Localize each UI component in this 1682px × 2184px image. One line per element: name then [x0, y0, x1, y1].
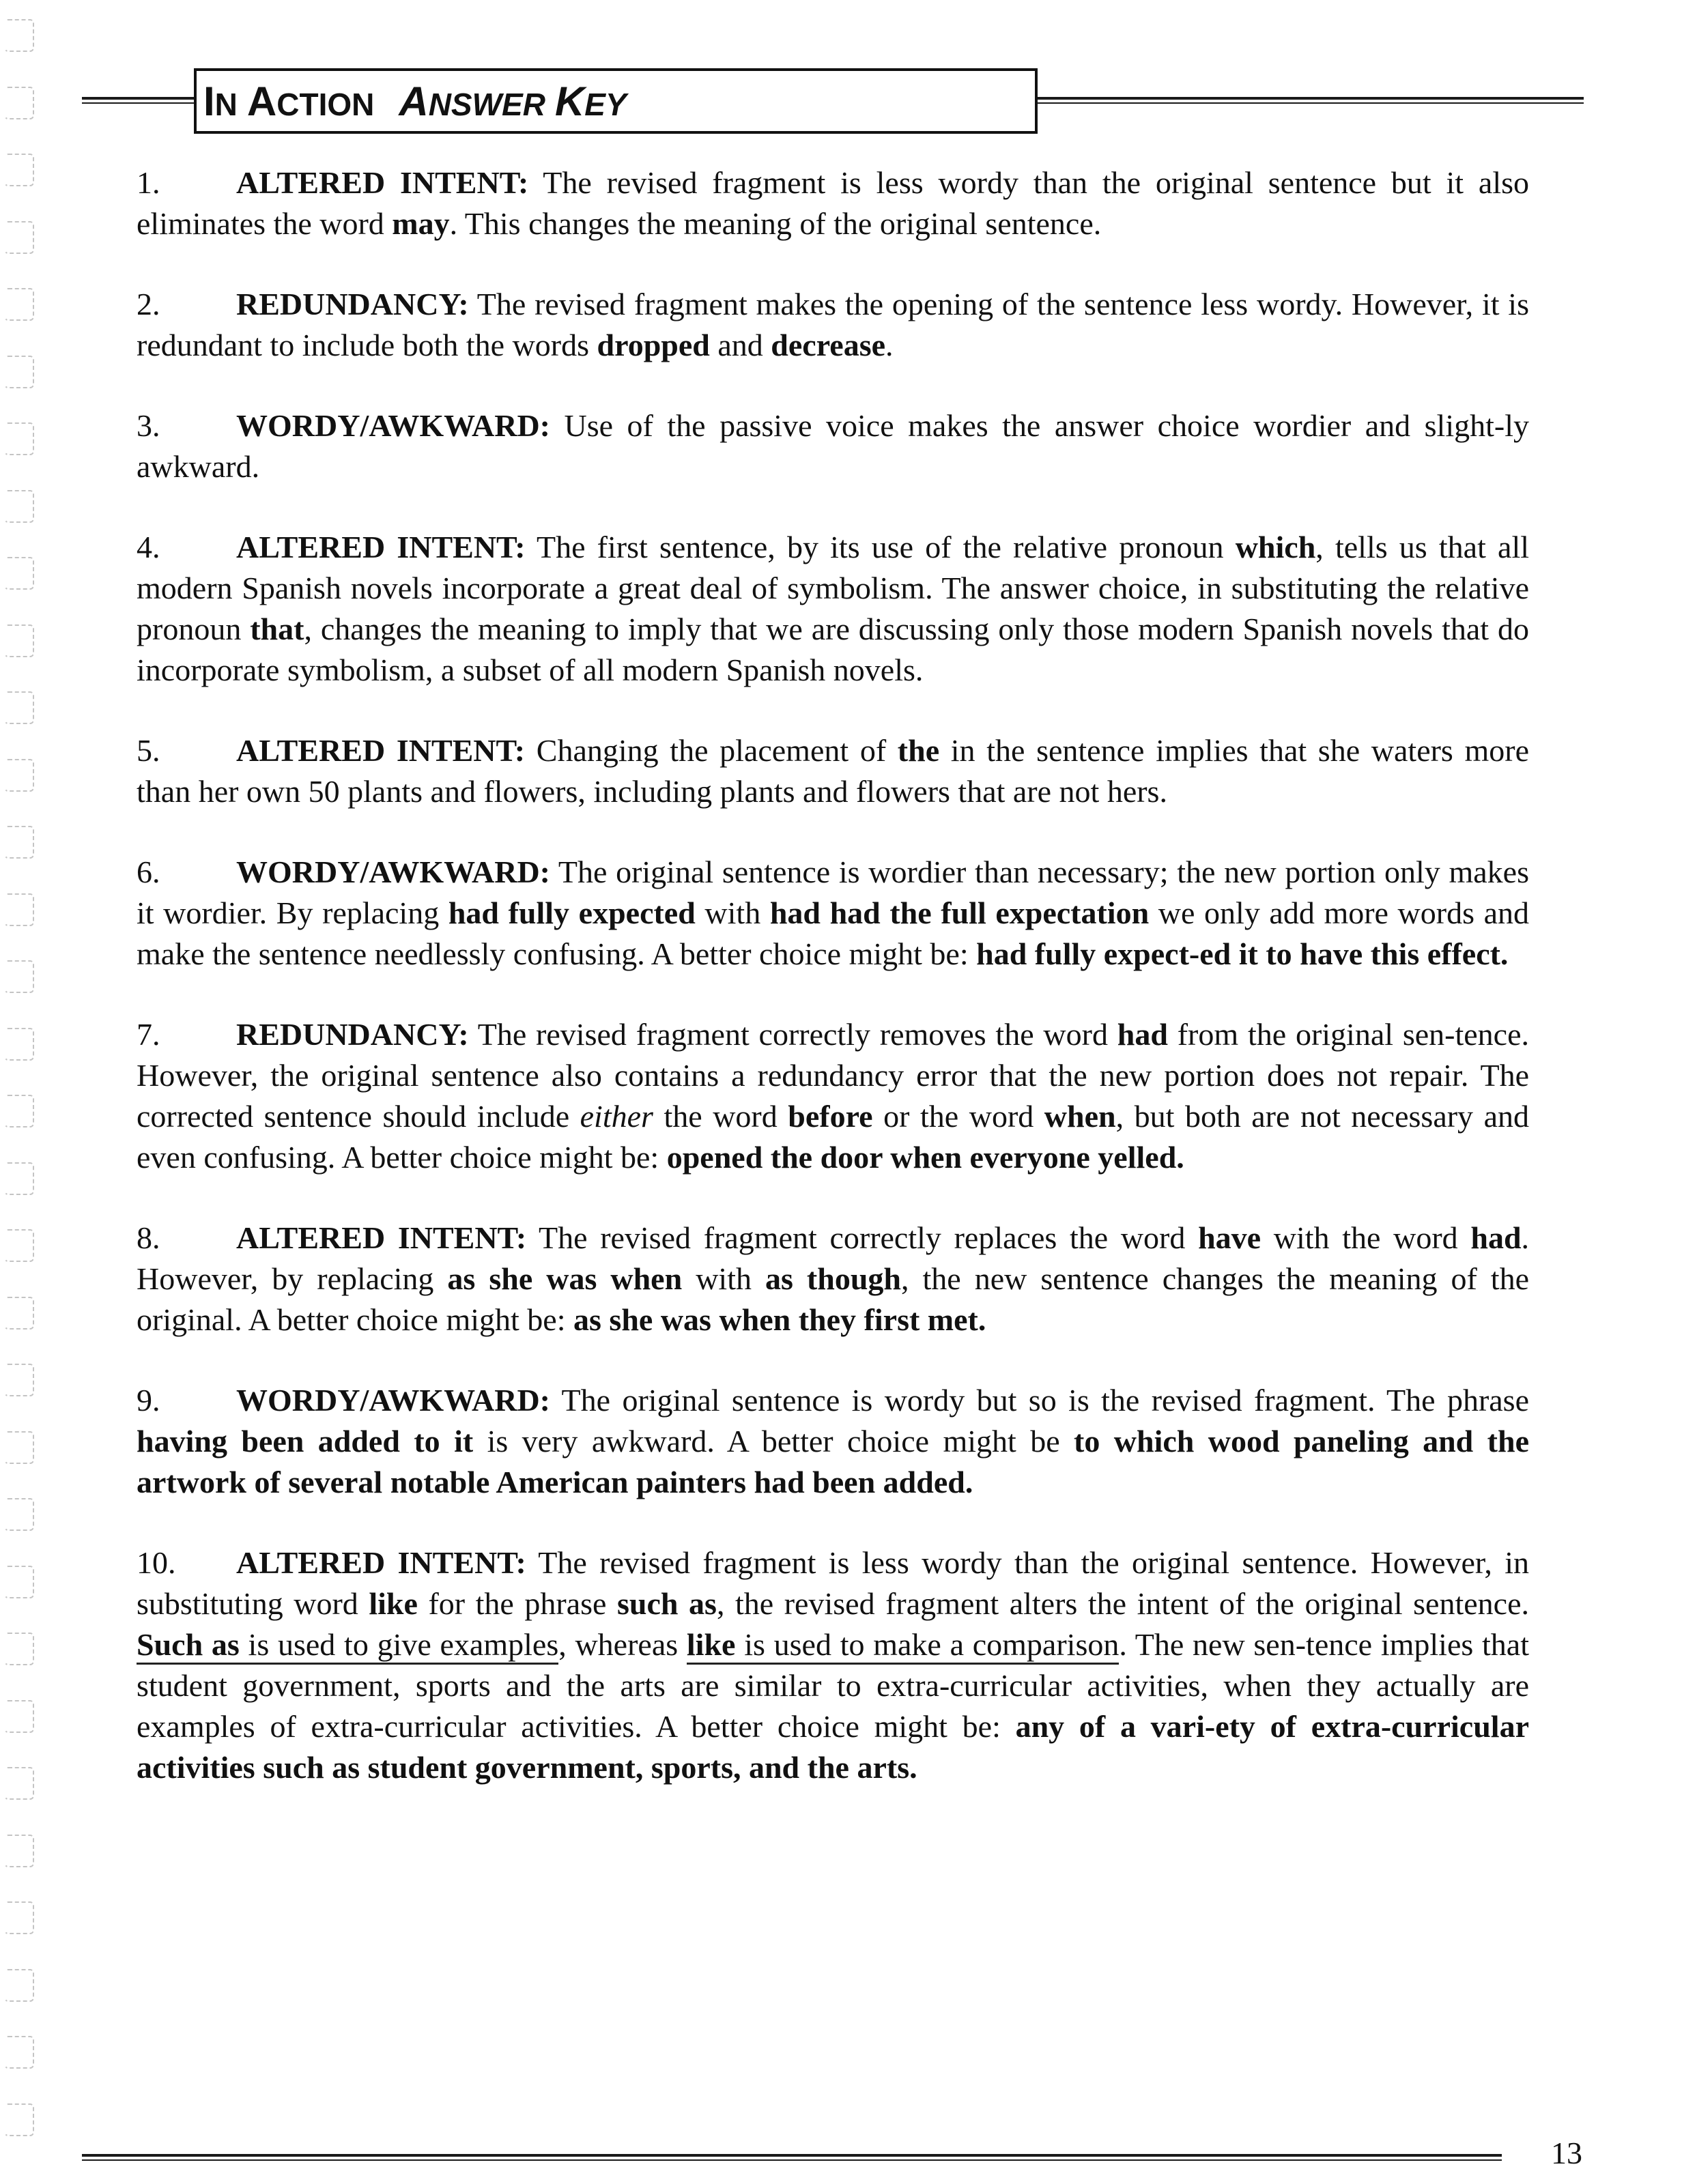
answer-text: is used to give examples	[240, 1627, 558, 1665]
answer-text: The original sentence is wordy but so is the revised fragment. The phrase	[550, 1383, 1529, 1418]
answer-bold-text: REDUNDANCY:	[236, 1017, 469, 1052]
binding-hole	[4, 490, 34, 523]
answer-number: 6.	[137, 854, 160, 889]
answer-item	[137, 1380, 1529, 1503]
answer-text: with	[682, 1261, 765, 1296]
answer-bold-text: as she was when	[447, 1261, 683, 1296]
answer-bold-text: which	[1235, 530, 1316, 564]
answer-bold-text: as she was when they first met.	[573, 1302, 986, 1337]
answer-bold-text: ALTERED INTENT:	[236, 1545, 526, 1580]
answer-text: Changing the placement of	[525, 733, 898, 768]
answer-bold-text: any of a vari-ety of extra-curricular activities such as student government, sports, and the arts.	[137, 1709, 1529, 1785]
answer-bold-text: ALTERED INTENT:	[236, 530, 526, 564]
answer-text: . The new sen-tence implies that student government, sports and the arts are similar to extra-curricular activities, when they actually are examples of extra-curricular activities. A better choice might be:	[137, 1627, 1529, 1744]
answer-bold-text: dropped	[597, 328, 710, 362]
answer-bold-text: that	[250, 612, 304, 646]
answer-text: The revised fragment correctly removes the word	[468, 1017, 1117, 1052]
header-rule-left	[82, 97, 197, 104]
binding-hole	[4, 356, 34, 388]
answer-number: 8.	[137, 1220, 160, 1255]
binding-hole	[4, 1431, 34, 1464]
header-rule-right	[1038, 97, 1584, 104]
binding-hole	[4, 893, 34, 926]
answer-bold-text: had fully expect-ed it to have this effect.	[976, 936, 1509, 971]
title-word-1: IN	[203, 78, 238, 124]
answer-item	[137, 162, 1529, 244]
page-number: 13	[1551, 2136, 1582, 2170]
binding-hole	[4, 1767, 34, 1800]
title-word-4: KEY	[554, 78, 627, 124]
answer-text: .	[885, 328, 894, 362]
answer-bold-text: may	[392, 206, 450, 241]
answer-item	[137, 1218, 1529, 1340]
answer-text: for the phrase	[417, 1586, 617, 1621]
answer-item	[137, 1014, 1529, 1178]
binding-hole	[4, 1229, 34, 1262]
answer-number: 1.	[137, 165, 160, 200]
binding-hole	[4, 2036, 34, 2069]
answer-text: is very awkward. A better choice might be	[473, 1424, 1074, 1459]
binding-hole	[4, 1028, 34, 1061]
answer-bold-text: WORDY/AWKWARD:	[236, 1383, 550, 1418]
binding-hole	[4, 759, 34, 792]
answer-text: with the word	[1261, 1220, 1471, 1255]
section-title	[194, 68, 1038, 134]
binding-hole	[4, 1700, 34, 1733]
binding-hole	[4, 691, 34, 724]
answer-text: Use of the passive voice makes the answer choice wordier and slight-ly awkward.	[137, 408, 1529, 484]
answer-bold-text: had had the full expectation	[769, 895, 1150, 930]
answer-number: 4.	[137, 530, 160, 564]
answer-text: and	[709, 328, 771, 362]
answer-text: , tells us that all modern Spanish novels incorporate a great deal of symbolism. The answer choice, in substituting the relative pronoun	[137, 530, 1530, 646]
binding-hole	[4, 2103, 34, 2136]
answer-text: , changes the meaning to imply that we are discussing only those modern Spanish novels that do incorporate symbolism, a subset of all modern Spanish novels.	[137, 612, 1529, 687]
answer-text: the word	[653, 1099, 788, 1134]
answer-item	[137, 1542, 1529, 1788]
binding-holes	[0, 0, 41, 2184]
answer-text: . However, by replacing	[137, 1220, 1530, 1296]
answer-text: , the revised fragment alters the intent of the original sentence.	[716, 1586, 1529, 1621]
answer-bold-text: had	[1470, 1220, 1522, 1255]
binding-hole	[4, 422, 34, 455]
binding-hole	[4, 1835, 34, 1867]
answer-bold-text: like	[369, 1586, 418, 1621]
answer-bold-text: have	[1198, 1220, 1262, 1255]
binding-hole	[4, 1566, 34, 1598]
binding-hole	[4, 288, 34, 321]
answer-text: in the sentence implies that she waters more than her own 50 plants and flowers, including plants and flowers that are not hers.	[137, 733, 1529, 809]
answer-bold-text: ALTERED INTENT:	[236, 165, 529, 200]
answer-text: , the new sentence changes the meaning of the original. A better choice might be:	[137, 1261, 1530, 1337]
binding-hole	[4, 624, 34, 657]
answer-bold-text: WORDY/AWKWARD:	[236, 408, 550, 443]
answer-bold-text: had fully expected	[448, 895, 696, 930]
answer-bold-text: as though	[765, 1261, 901, 1296]
answer-text: is used to make a comparison	[735, 1627, 1119, 1665]
answer-bold-text: had	[1117, 1017, 1168, 1052]
answer-text: or the word	[872, 1099, 1044, 1134]
answer-bold-text: ALTERED INTENT:	[236, 1220, 527, 1255]
binding-hole	[4, 1162, 34, 1195]
answer-text: The original sentence is wordier than necessary; the new portion only makes it wordier. By replacing	[137, 854, 1529, 930]
answer-bold-text: REDUNDANCY:	[236, 287, 469, 321]
title-word-2: ACTION	[246, 78, 375, 124]
answer-text: from the original sen-tence. However, the original sentence also contains a redundancy error that the new portion does not repair. The corrected sentence should include	[137, 1017, 1529, 1134]
binding-hole	[4, 1969, 34, 2002]
binding-hole	[4, 87, 34, 119]
answer-text: , but both are not necessary and even confusing. A better choice might be:	[137, 1099, 1529, 1175]
answer-text: . This changes the meaning of the original sentence.	[449, 206, 1102, 241]
answer-bold-text: when	[1044, 1099, 1116, 1134]
answer-bold-text: having been added to it	[137, 1424, 474, 1459]
binding-hole	[4, 19, 34, 52]
answer-item	[137, 405, 1529, 487]
answer-bold-text: such as	[617, 1586, 717, 1621]
answer-item	[137, 852, 1529, 975]
answer-list	[137, 162, 1529, 1828]
binding-hole	[4, 960, 34, 993]
answer-bold-text: the	[897, 733, 940, 768]
binding-hole	[4, 221, 34, 254]
binding-hole	[4, 1633, 34, 1665]
answer-number: 3.	[137, 408, 160, 443]
answer-text: we only add more words and make the sentence needlessly confusing. A better choice might be:	[137, 895, 1530, 971]
answer-text: either	[580, 1099, 653, 1134]
answer-text: , whereas	[558, 1627, 687, 1662]
answer-number: 9.	[137, 1383, 160, 1418]
binding-hole	[4, 154, 34, 186]
answer-bold-text: opened the door when everyone yelled.	[666, 1140, 1184, 1175]
answer-text: The revised fragment makes the opening of the sentence less wordy. However, it is redundant to include both the words	[137, 287, 1529, 362]
binding-hole	[4, 1498, 34, 1531]
binding-hole	[4, 826, 34, 859]
answer-bold-text: before	[788, 1099, 873, 1134]
binding-hole	[4, 1364, 34, 1396]
answer-text: The revised fragment correctly replaces the word	[526, 1220, 1199, 1255]
answer-bold-text: decrease	[771, 328, 886, 362]
binding-hole	[4, 557, 34, 590]
answer-number: 7.	[137, 1017, 160, 1052]
footer-rule	[82, 2154, 1502, 2161]
answer-bold-text: to which wood paneling and the artwork of several notable American painters had been added.	[137, 1424, 1529, 1499]
answer-bold-text: Such as	[137, 1627, 240, 1665]
answer-item	[137, 284, 1529, 366]
answer-bold-text: like	[687, 1627, 736, 1665]
answer-number: 2.	[137, 287, 160, 321]
answer-number: 10.	[137, 1545, 176, 1580]
answer-text: The revised fragment is less wordy than the original sentence. However, in substituting word	[137, 1545, 1529, 1621]
answer-number: 5.	[137, 733, 160, 768]
answer-text: The first sentence, by its use of the relative pronoun	[525, 530, 1236, 564]
answer-item	[137, 730, 1529, 812]
title-word-3: ANSWER	[399, 78, 545, 124]
answer-text: with	[695, 895, 770, 930]
answer-text: The revised fragment is less wordy than the original sentence but it also eliminates the word	[137, 165, 1530, 241]
binding-hole	[4, 1901, 34, 1934]
answer-item	[137, 527, 1529, 691]
answer-bold-text: ALTERED INTENT:	[236, 733, 526, 768]
answer-bold-text: WORDY/AWKWARD:	[236, 854, 550, 889]
binding-hole	[4, 1297, 34, 1330]
binding-hole	[4, 1095, 34, 1127]
